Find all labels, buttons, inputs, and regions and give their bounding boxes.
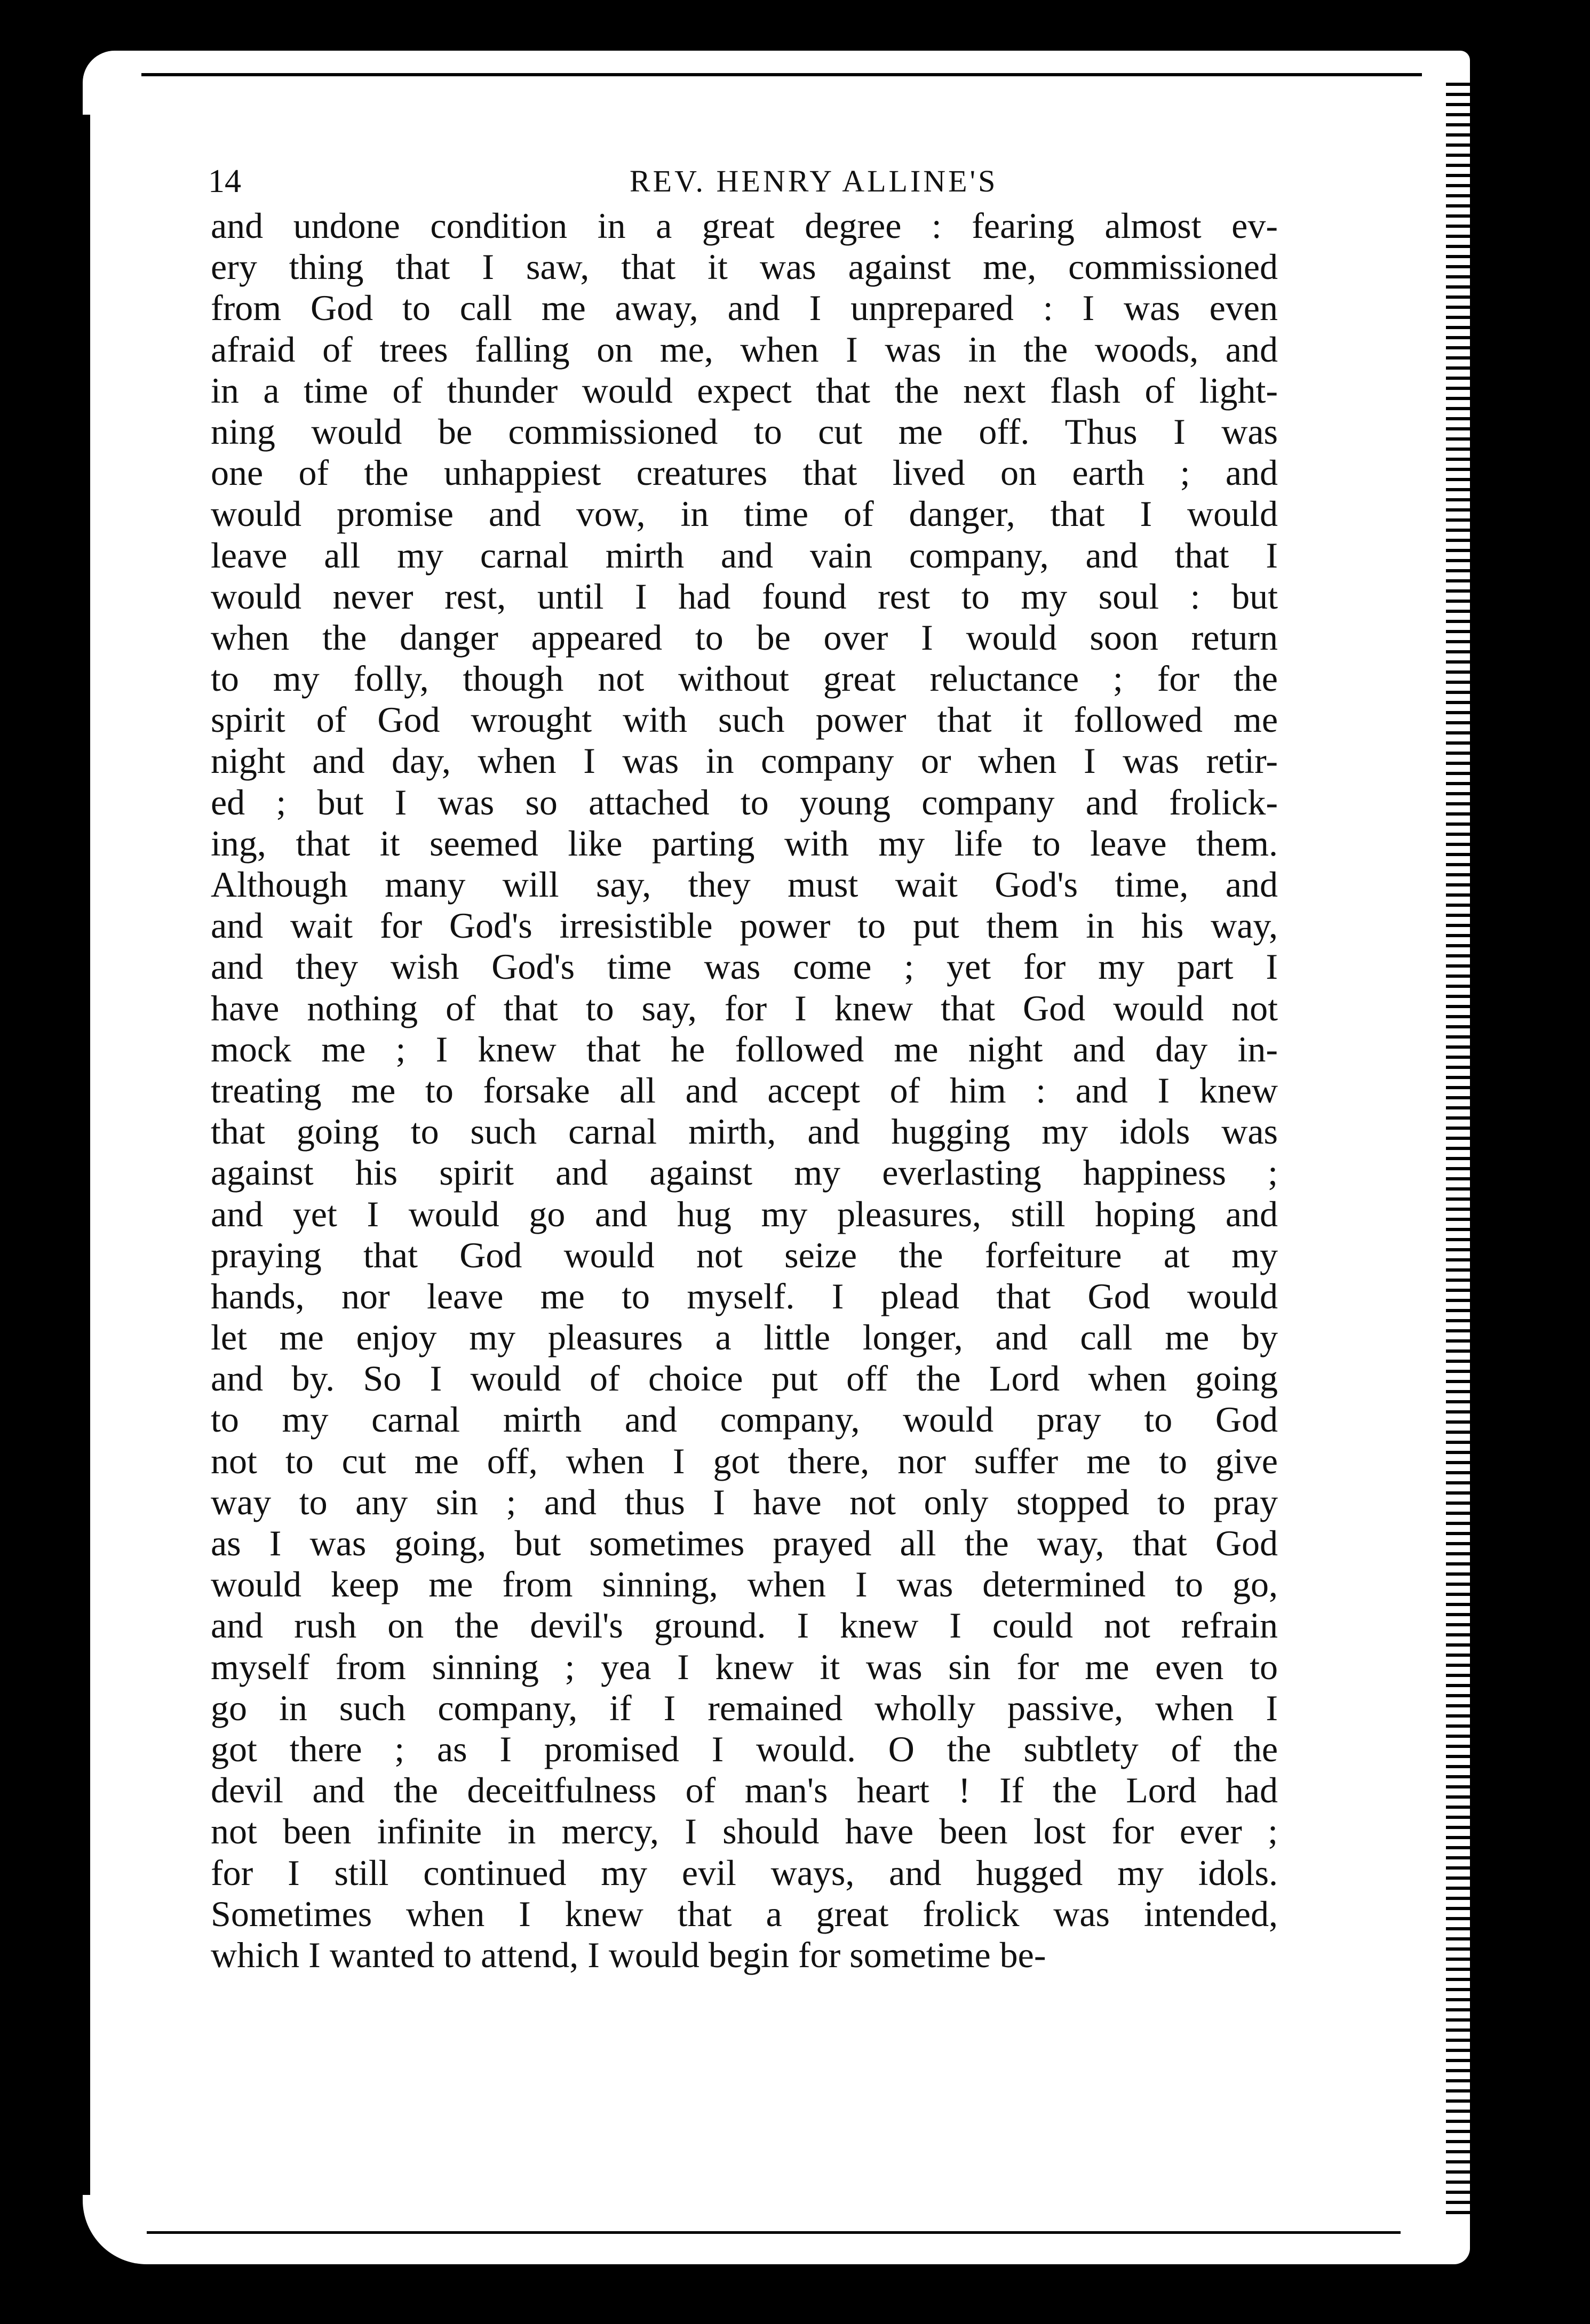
left-page-edge	[83, 115, 90, 2195]
text-line: spirit of God wrought with such power that it followed me	[211, 699, 1278, 740]
text-line: as I was going, but sometimes prayed all the way, that God	[211, 1523, 1278, 1563]
text-line: to my folly, though not without great reluctance ; for the	[211, 658, 1278, 699]
text-line: would promise and vow, in time of danger, that I would	[211, 493, 1278, 534]
bottom-page-edge	[147, 2231, 1401, 2234]
text-line: and they wish God's time was come ; yet for my part I	[211, 946, 1278, 987]
text-line: for I still continued my evil ways, and hugged my idols.	[211, 1852, 1278, 1893]
text-line: and yet I would go and hug my pleasures, still hoping and	[211, 1193, 1278, 1234]
text-line: one of the unhappiest creatures that lived on earth ; and	[211, 452, 1278, 493]
text-line: and undone condition in a great degree : fearing almost ev-	[211, 205, 1278, 246]
text-line: mock me ; I knew that he followed me night and day in-	[211, 1028, 1278, 1069]
text-line: let me enjoy my pleasures a little longer, and call me by	[211, 1317, 1278, 1358]
text-line: afraid of trees falling on me, when I was in the woods, and	[211, 329, 1278, 370]
text-line: ery thing that I saw, that it was against me, commissioned	[211, 246, 1278, 287]
text-line: would never rest, until I had found rest to my soul : but	[211, 576, 1278, 617]
text-line: leave all my carnal mirth and vain company, and that I	[211, 534, 1278, 576]
right-binding-edge	[1446, 83, 1470, 2216]
text-line: ing, that it seemed like parting with my life to leave them.	[211, 822, 1278, 864]
text-line: night and day, when I was in company or when I was retir-	[211, 740, 1278, 781]
text-line: and by. So I would of choice put off the Lord when going	[211, 1358, 1278, 1399]
text-line: got there ; as I promised I would. O the subtlety of the	[211, 1728, 1278, 1769]
text-line: not been infinite in mercy, I should have been lost for ever ;	[211, 1811, 1278, 1852]
text-line: myself from sinning ; yea I knew it was sin for me even to	[211, 1646, 1278, 1687]
running-head	[208, 160, 1302, 203]
text-line: devil and the deceitfulness of man's heart ! If the Lord had	[211, 1770, 1278, 1811]
text-line: hands, nor leave me to myself. I plead that God would	[211, 1275, 1278, 1316]
text-line: that going to such carnal mirth, and hugging my idols was	[211, 1111, 1278, 1152]
text-line: not to cut me off, when I got there, nor suffer me to give	[211, 1440, 1278, 1481]
text-line: against his spirit and against my everlasting happiness ;	[211, 1152, 1278, 1193]
text-line: praying that God would not seize the forfeiture at my	[211, 1234, 1278, 1275]
text-line: have nothing of that to say, for I knew that God would not	[211, 987, 1278, 1028]
text-line: to my carnal mirth and company, would pray to God	[211, 1399, 1278, 1440]
text-line: go in such company, if I remained wholly passive, when I	[211, 1687, 1278, 1728]
text-line: from God to call me away, and I unprepared : I was even	[211, 287, 1278, 329]
page-number: 14	[208, 163, 241, 199]
text-line: would keep me from sinning, when I was determined to go,	[211, 1564, 1278, 1605]
text-line: way to any sin ; and thus I have not only stopped to pray	[211, 1481, 1278, 1522]
text-line: treating me to forsake all and accept of him : and I knew	[211, 1069, 1278, 1111]
text-line: and rush on the devil's ground. I knew I could not refrain	[211, 1605, 1278, 1646]
text-line: which I wanted to attend, I would begin for sometime be-	[211, 1934, 1046, 1975]
text-line: Although many will say, they must wait God's time, and	[211, 864, 1278, 905]
text-line: Sometimes when I knew that a great frolick was intended,	[211, 1893, 1278, 1934]
text-line: ning would be commissioned to cut me off. Thus I was	[211, 411, 1278, 452]
text-line: and wait for God's irresistible power to put them in his way,	[211, 905, 1278, 946]
body-text	[211, 205, 1278, 1976]
text-line: in a time of thunder would expect that the next flash of light-	[211, 370, 1278, 411]
text-line: ed ; but I was so attached to young company and frolick-	[211, 781, 1278, 822]
text-line: when the danger appeared to be over I would soon return	[211, 617, 1278, 658]
top-page-edge	[141, 73, 1422, 76]
running-title: REV. HENRY ALLINE'S	[630, 164, 998, 198]
